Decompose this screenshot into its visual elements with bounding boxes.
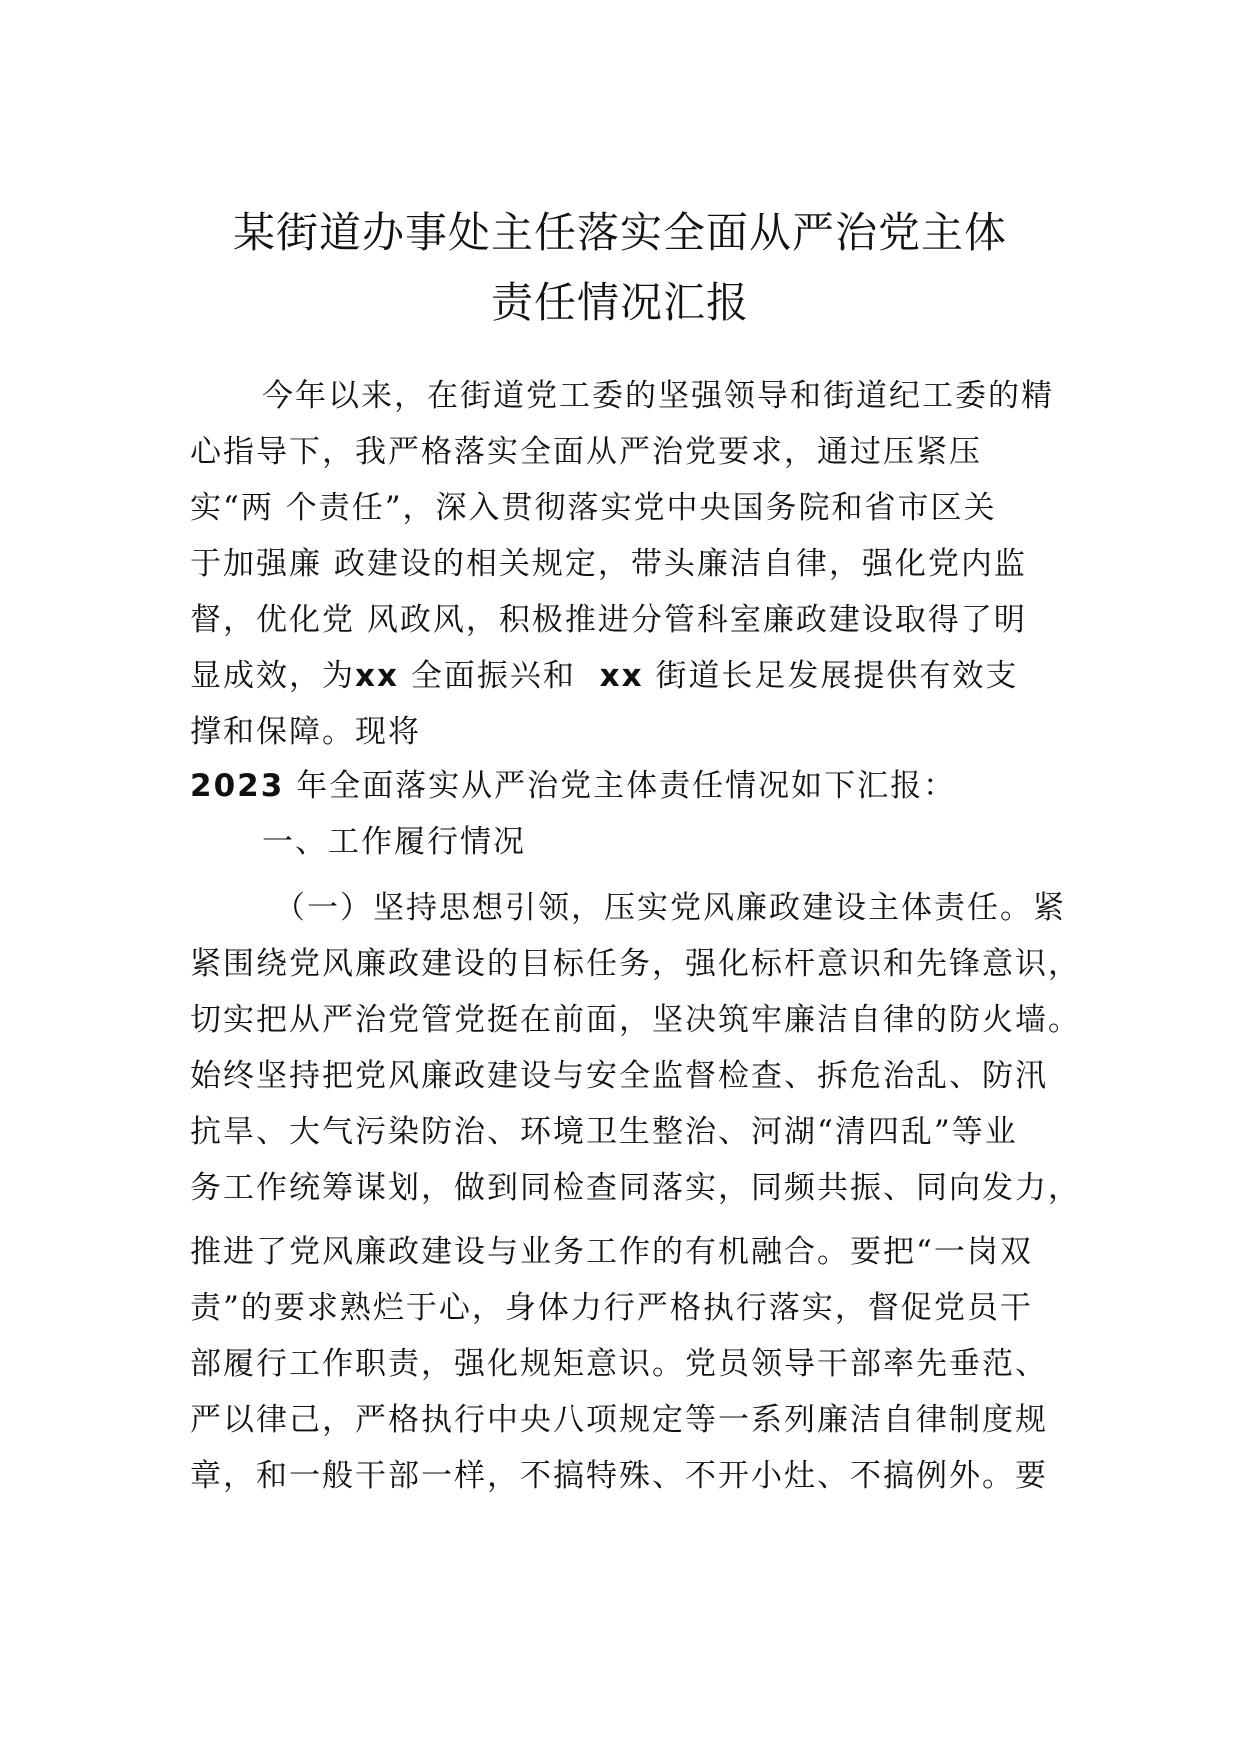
paragraph-2-line-4: 始终坚持把党风廉政建设与安全监督检查、拆危治乱、防汛: [190, 1058, 1048, 1094]
paragraph-2-line-9: 部履行工作职责，强化规矩意识。党员领导干部率先垂范、: [190, 1346, 1048, 1382]
paragraph-1-line-6-part-e: 街道长足发展提供有效支: [655, 658, 1019, 694]
paragraph-1-line-7: 撑和保障。现将: [190, 714, 421, 750]
paragraph-1-line-5: 督，优化党 风政风，积极推进分管科室廉政建设取得了明: [190, 602, 1027, 638]
paragraph-1-line-2: 心指导下，我严格落实全面从严治党要求，通过压紧压: [190, 434, 982, 470]
paragraph-2-line-7: 推进了党风廉政建设与业务工作的有机融合。要把“一岗双: [190, 1234, 1033, 1270]
paragraph-1-line-1: 今年以来，在街道党工委的坚强领导和街道纪工委的精: [262, 378, 1054, 414]
paragraph-1-line-6-part-a: 显成效，为: [190, 658, 355, 694]
paragraph-2-line-11: 章，和一般干部一样，不搞特殊、不开小灶、不搞例外。要: [190, 1458, 1048, 1494]
paragraph-1-line-4: 于加强廉 政建设的相关规定，带头廉洁自律，强化党内监: [190, 546, 1027, 582]
document-title-line-1: 某街道办事处主任落实全面从严治党主体: [232, 208, 1007, 257]
document-title-line-2: 责任情况汇报: [490, 278, 749, 327]
paragraph-2-line-10: 严以律己，严格执行中央八项规定等一系列廉洁自律制度规: [190, 1402, 1048, 1438]
paragraph-2-line-3: 切实把从严治党管党挺在前面，坚决筑牢廉洁自律的防火墙。: [190, 1002, 1081, 1038]
paragraph-1-line-3: 实“两 个责任”，深入贯彻落实党中央国务院和省市区关: [190, 490, 997, 526]
paragraph-1-line-8: [190, 766, 956, 806]
year-2023: 2023: [190, 768, 285, 804]
paragraph-1-line-8-text: 年全面落实从严治党主体责任情况如下汇报：: [296, 768, 957, 804]
paragraph-2-line-2: 紧围绕党风廉政建设的目标任务，强化标杆意识和先锋意识，: [190, 946, 1081, 982]
section-heading-1: 一、工作履行情况: [262, 824, 526, 860]
paragraph-2-line-5: 抗旱、大气污染防治、环境卫生整治、河湖“清四乱”等业: [190, 1114, 1018, 1150]
paragraph-1-line-6-part-c: 全面振兴和: [410, 658, 576, 694]
placeholder-xx-1: xx: [355, 658, 399, 694]
paragraph-2-line-1: （一）坚持思想引领，压实党风廉政建设主体责任。紧: [274, 890, 1066, 926]
paragraph-2-line-6: 务工作统筹谋划，做到同检查同落实，同频共振、同向发力，: [190, 1170, 1081, 1206]
placeholder-xx-2: xx: [599, 658, 644, 694]
paragraph-1-line-6: [190, 656, 1018, 696]
paragraph-2-line-8: 责”的要求熟烂于心，身体力行严格执行落实，督促党员干: [190, 1290, 1033, 1326]
